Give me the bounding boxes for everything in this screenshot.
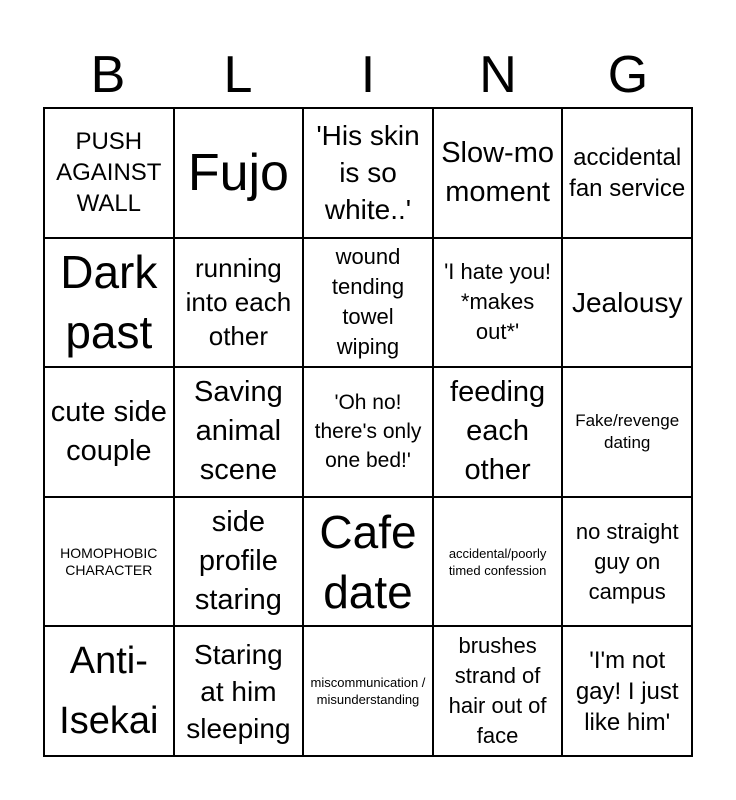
bingo-cell[interactable] <box>303 108 433 238</box>
bingo-cell[interactable] <box>562 497 692 627</box>
header-letter-i: I <box>360 46 376 104</box>
bingo-cell[interactable] <box>174 497 304 627</box>
cell-text: Dark past <box>60 246 158 359</box>
cell-text: 'I hate you! *makes out*' <box>444 259 552 345</box>
cell-text: Anti-Isekai <box>59 640 159 743</box>
bingo-cell[interactable] <box>433 238 563 368</box>
bingo-board <box>43 107 693 757</box>
header-letter-g: G <box>607 46 649 104</box>
cell-text: miscommunication / misunderstanding <box>310 675 426 708</box>
bingo-cell[interactable] <box>44 497 174 627</box>
cell-text: feeding each other <box>450 376 546 487</box>
cell-text: no straight guy on campus <box>575 518 679 604</box>
cell-text: Saving animal scene <box>194 376 283 487</box>
cell-text: PUSH AGAINST WALL <box>56 128 162 218</box>
bingo-cell[interactable] <box>562 238 692 368</box>
cell-text: Jealousy <box>571 286 683 318</box>
bingo-cell[interactable] <box>303 497 433 627</box>
cell-text: Cafe date <box>319 505 417 618</box>
bingo-cell[interactable] <box>433 108 563 238</box>
bingo-cell[interactable] <box>174 238 304 368</box>
bingo-cell[interactable] <box>562 626 692 756</box>
cell-text: running into each other <box>185 253 292 352</box>
bingo-cell[interactable] <box>433 626 563 756</box>
bingo-cell[interactable] <box>303 367 433 497</box>
bingo-cell[interactable] <box>562 108 692 238</box>
cell-text: 'I'm not gay! I just like him' <box>575 646 679 736</box>
cell-text: accidental/poorly timed confession <box>448 545 547 578</box>
header-letter-b: B <box>90 46 126 104</box>
cell-text: Staring at him sleeping <box>186 638 291 744</box>
header-letter-n: N <box>479 46 517 104</box>
bingo-cell[interactable] <box>433 497 563 627</box>
bingo-cell[interactable] <box>44 238 174 368</box>
cell-text: HOMOPHOBIC CHARACTER <box>60 544 158 578</box>
bingo-cell[interactable] <box>44 626 174 756</box>
header-letter-l: L <box>223 46 253 104</box>
cell-text: brushes strand of hair out of face <box>448 633 547 749</box>
cell-text: 'Oh no! there's only one bed!' <box>314 391 422 473</box>
bingo-cell[interactable] <box>44 367 174 497</box>
cell-text: wound tending towel wiping <box>331 244 405 360</box>
cell-text: cute side couple <box>50 395 167 467</box>
cell-text: Slow-mo moment <box>441 136 554 208</box>
bingo-cell[interactable] <box>562 367 692 497</box>
bingo-header <box>43 44 693 106</box>
bingo-cell[interactable] <box>174 367 304 497</box>
bingo-cell[interactable] <box>174 108 304 238</box>
cell-text: accidental fan service <box>569 143 686 202</box>
cell-text: 'His skin is so white..' <box>316 120 420 226</box>
bingo-cell[interactable] <box>303 626 433 756</box>
bingo-cell[interactable] <box>174 626 304 756</box>
bingo-cell[interactable] <box>303 238 433 368</box>
cell-text: Fujo <box>187 143 289 202</box>
cell-text: Fake/revenge dating <box>575 410 680 452</box>
cell-text: side profile staring <box>194 506 282 617</box>
bingo-cell[interactable] <box>433 367 563 497</box>
bingo-cell[interactable] <box>44 108 174 238</box>
